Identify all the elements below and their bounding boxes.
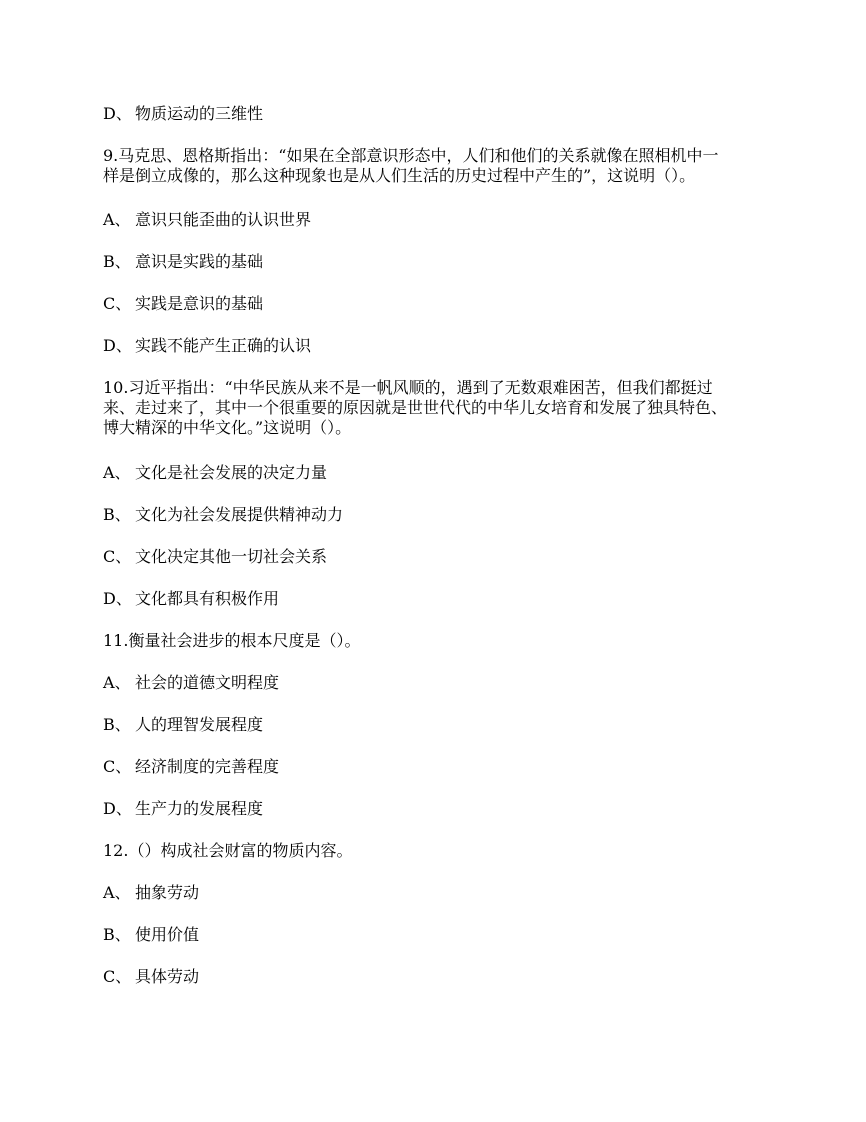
question-10 <box>103 378 755 438</box>
option-line <box>103 925 199 945</box>
option-letter: A、 <box>103 883 131 902</box>
option-text: 经济制度的完善程度 <box>135 757 280 776</box>
option-letter: D、 <box>103 336 132 355</box>
option-line <box>103 715 263 735</box>
option-line <box>103 294 263 314</box>
option-text: 文化决定其他一切社会关系 <box>135 547 328 566</box>
option-letter: A、 <box>103 210 131 229</box>
option-letter: A、 <box>103 673 131 692</box>
option-text: 抽象劳动 <box>135 883 200 902</box>
option-line <box>103 757 279 777</box>
option-line <box>103 505 343 525</box>
question-text-line: 博大精深的中华文化。”这说明（）。 <box>103 418 352 437</box>
option-letter: D、 <box>103 799 132 818</box>
question-9 <box>103 146 755 186</box>
question-text-line: 10.习近平指出：“中华民族从来不是一帆风顺的，遇到了无数艰难困苦，但我们都挺过 <box>103 378 713 397</box>
question-text-line: 来、走过来了，其中一个很重要的原因就是世世代代的中华儿女培育和发展了独具特色、 <box>103 398 728 417</box>
option-text: 文化都具有积极作用 <box>135 589 280 608</box>
option-text: 生产力的发展程度 <box>135 799 264 818</box>
question-text-line: 12.（）构成社会财富的物质内容。 <box>103 841 353 860</box>
option-text: 物质运动的三维性 <box>135 104 264 123</box>
option-line <box>103 210 311 230</box>
question-12 <box>103 841 755 861</box>
option-line <box>103 799 263 819</box>
option-letter: D、 <box>103 104 132 123</box>
option-text: 文化为社会发展提供精神动力 <box>135 505 344 524</box>
option-letter: B、 <box>103 505 131 524</box>
option-text: 人的理智发展程度 <box>135 715 264 734</box>
option-text: 使用价值 <box>135 925 200 944</box>
option-letter: C、 <box>103 547 132 566</box>
option-line <box>103 883 199 903</box>
option-line <box>103 336 311 356</box>
option-letter: A、 <box>103 463 131 482</box>
option-line <box>103 104 263 124</box>
option-letter: B、 <box>103 715 131 734</box>
option-letter: B、 <box>103 925 131 944</box>
question-text-line: 11.衡量社会进步的根本尺度是（）。 <box>103 631 361 650</box>
option-text: 意识是实践的基础 <box>135 252 264 271</box>
option-line <box>103 252 263 272</box>
option-line <box>103 673 279 693</box>
option-letter: C、 <box>103 294 132 313</box>
option-text: 意识只能歪曲的认识世界 <box>135 210 312 229</box>
option-line <box>103 589 279 609</box>
option-line <box>103 463 327 483</box>
question-text-line: 样是倒立成像的，那么这种现象也是从人们生活的历史过程中产生的”，这说明（）。 <box>103 166 696 185</box>
question-11 <box>103 631 755 651</box>
option-text: 实践是意识的基础 <box>135 294 264 313</box>
option-letter: C、 <box>103 757 132 776</box>
option-letter: B、 <box>103 252 131 271</box>
option-line <box>103 547 327 567</box>
option-text: 实践不能产生正确的认识 <box>135 336 312 355</box>
question-text-line: 9.马克思、恩格斯指出：“如果在全部意识形态中，人们和他们的关系就像在照相机中一 <box>103 146 719 165</box>
option-line <box>103 967 199 987</box>
option-text: 具体劳动 <box>135 967 200 986</box>
option-text: 文化是社会发展的决定力量 <box>135 463 328 482</box>
option-text: 社会的道德文明程度 <box>135 673 280 692</box>
option-letter: C、 <box>103 967 132 986</box>
option-letter: D、 <box>103 589 132 608</box>
